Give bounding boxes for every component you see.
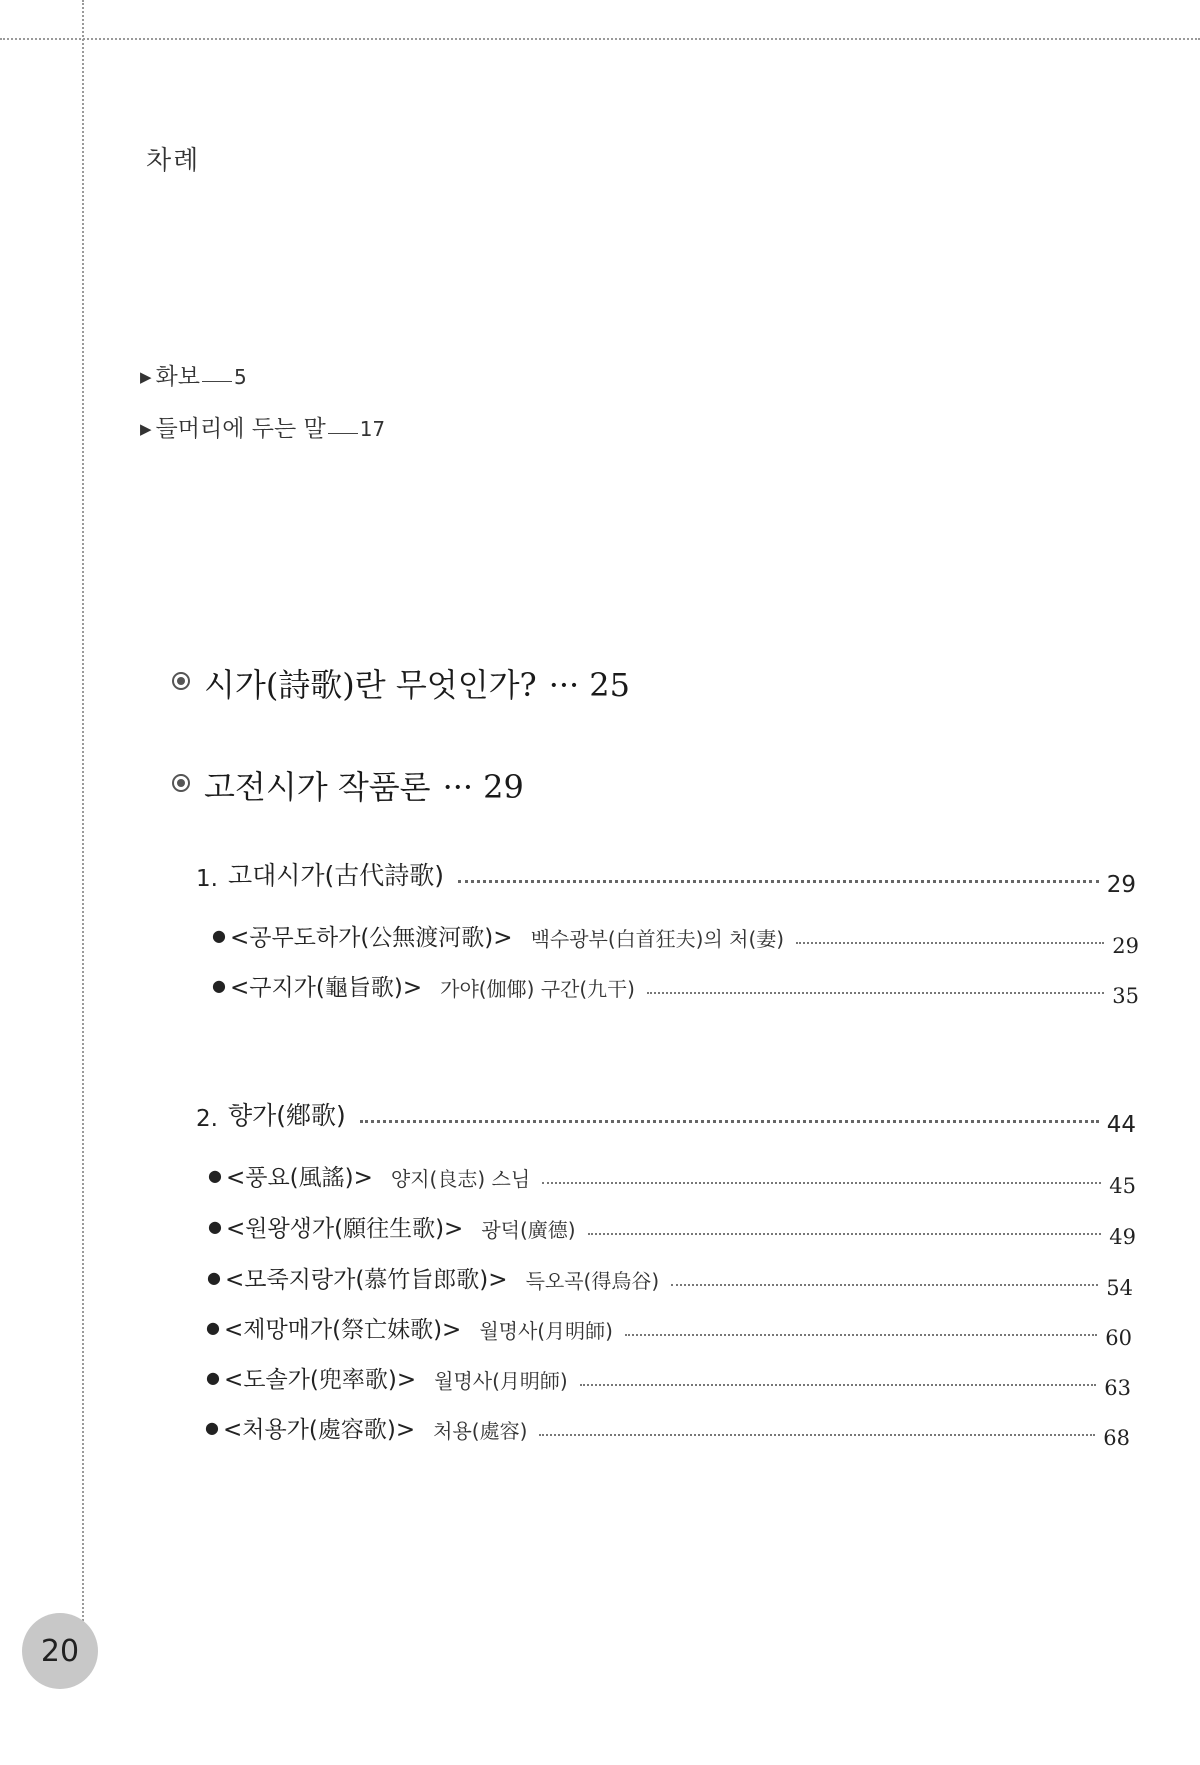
entry-title: <공무도하가(公無渡河歌)> (229, 925, 513, 951)
entry-author: 백수광부(白首狂夫)의 처(妻) (530, 927, 785, 951)
entry-page: 68 (1103, 1426, 1130, 1450)
entry-author: 득오곡(得烏谷) (525, 1269, 660, 1293)
toc-entry[interactable] (206, 1358, 1131, 1400)
dot-bullet-icon: ● (207, 1268, 221, 1287)
page-title: 차례 (146, 146, 201, 176)
entry-author: 월명사(月明師) (434, 1369, 568, 1393)
bullseye-icon (172, 672, 190, 690)
toc-entry[interactable] (208, 1207, 1136, 1249)
left-dotted-rule (82, 0, 84, 1640)
part-ellipsis: ··· (442, 768, 474, 806)
front-matter-page: 17 (359, 417, 386, 441)
entry-page: 54 (1106, 1276, 1133, 1300)
dot-leader (647, 992, 1104, 994)
dot-leader (360, 1120, 1099, 1123)
entry-title: <도솔가(兜率歌)> (223, 1367, 417, 1393)
part-page: 29 (483, 768, 524, 806)
entry-page: 49 (1109, 1225, 1136, 1249)
entry-author: 가야(伽倻) 구간(九干) (440, 977, 635, 1001)
front-matter-page: 5 (233, 365, 247, 389)
dot-bullet-icon: ● (206, 1368, 220, 1387)
chapter-row[interactable] (196, 852, 1136, 898)
chapter-page: 29 (1106, 872, 1136, 898)
chapter-row[interactable] (196, 1092, 1136, 1138)
entry-page: 60 (1105, 1326, 1132, 1350)
underline-rule (328, 433, 358, 434)
part-ellipsis: ··· (548, 666, 580, 704)
chapter-title: 고대시가(古代詩歌) (227, 861, 445, 890)
triangle-bullet-icon: ▶ (140, 420, 152, 438)
chapter-title: 향가(鄕歌) (227, 1101, 346, 1130)
entry-title: <제망매가(祭亡妹歌)> (223, 1317, 462, 1343)
dot-bullet-icon: ● (206, 1318, 220, 1337)
chapter-page: 44 (1106, 1112, 1136, 1138)
part-title: 시가(詩歌)란 무엇인가? (204, 666, 537, 704)
chapter-number: 2. (196, 1106, 218, 1132)
dot-bullet-icon: ● (212, 976, 226, 995)
front-matter-item[interactable] (140, 358, 247, 391)
dot-leader (796, 942, 1104, 944)
entry-page: 63 (1104, 1376, 1131, 1400)
dot-leader (671, 1284, 1098, 1286)
entry-title: <풍요(風謠)> (225, 1165, 373, 1191)
entry-page: 45 (1109, 1174, 1136, 1198)
top-dotted-rule (0, 38, 1200, 40)
dot-bullet-icon: ● (208, 1217, 222, 1236)
dot-bullet-icon: ● (212, 926, 226, 945)
dot-bullet-icon: ● (208, 1166, 222, 1185)
toc-entry[interactable] (207, 1258, 1133, 1300)
page-number: 20 (40, 1633, 80, 1669)
entry-page: 35 (1112, 984, 1139, 1008)
chapter-number: 1. (196, 866, 218, 892)
dot-leader (542, 1182, 1101, 1184)
front-matter-label: 화보 (155, 364, 200, 390)
entry-author: 양지(良志) 스님 (390, 1167, 531, 1191)
entry-title: <처용가(處容歌)> (222, 1417, 416, 1443)
entry-author: 월명사(月明師) (479, 1319, 613, 1343)
entry-title: <원왕생가(願往生歌)> (225, 1216, 464, 1242)
part-title: 고전시가 작품론 (204, 768, 431, 806)
page-number-badge (22, 1613, 98, 1689)
entry-author: 광덕(廣德) (481, 1218, 576, 1242)
toc-entry[interactable] (212, 916, 1139, 958)
entry-author: 처용(處容) (433, 1419, 528, 1443)
entry-page: 29 (1112, 934, 1139, 958)
toc-entry[interactable] (212, 966, 1139, 1008)
entry-title: <모죽지랑가(慕竹旨郎歌)> (224, 1267, 508, 1293)
dot-leader (625, 1334, 1097, 1336)
entry-title: <구지가(龜旨歌)> (229, 975, 423, 1001)
dot-leader (539, 1434, 1095, 1436)
dot-leader (588, 1233, 1102, 1235)
toc-entry[interactable] (205, 1408, 1130, 1450)
underline-rule (202, 381, 232, 382)
dot-bullet-icon: ● (205, 1418, 219, 1437)
part-heading[interactable] (172, 660, 630, 706)
toc-entry[interactable] (208, 1156, 1136, 1198)
front-matter-item[interactable] (140, 410, 385, 443)
triangle-bullet-icon: ▶ (140, 368, 152, 386)
part-heading[interactable] (172, 762, 524, 808)
part-page: 25 (589, 666, 630, 704)
dot-leader (458, 880, 1099, 883)
toc-entry[interactable] (206, 1308, 1132, 1350)
front-matter-label: 들머리에 두는 말 (155, 416, 326, 442)
dot-leader (580, 1384, 1097, 1386)
bullseye-icon (172, 774, 190, 792)
